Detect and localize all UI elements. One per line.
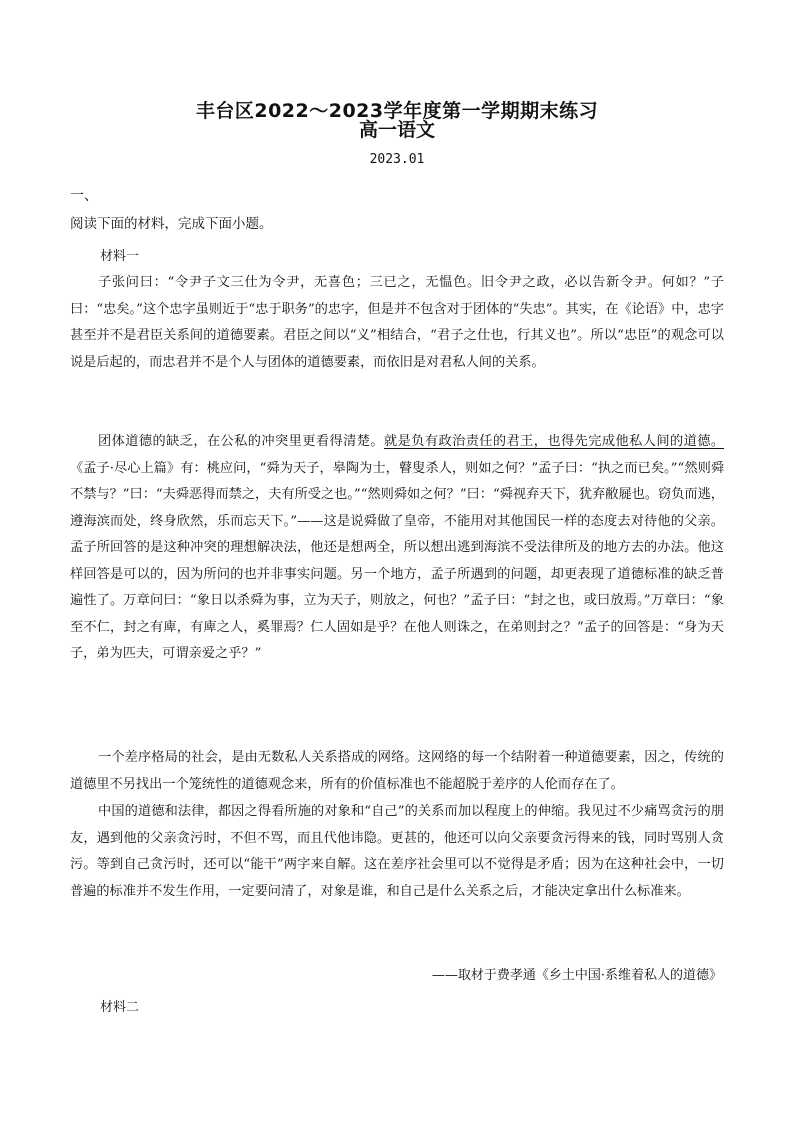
material-2-label: 材料二: [100, 1000, 140, 1015]
underlined-sentence: 就是负有政治责任的君王，也得先完成他私人间的道德。: [383, 434, 725, 449]
material-1-label: 材料一: [100, 249, 140, 264]
material-1-source: ——取材于费孝通《乡土中国·系维着私人的道德》: [431, 968, 722, 983]
material-1-paragraph-1: 子张问曰：“令尹子文三仕为令尹，无喜色；三已之，无愠色。旧令尹之政，必以告新令尹。何如？”子曰：“忠矣。”这个忠字虽则近于“忠于职务”的忠字，但是并不包含对于团体的“失忠”。其实，在《论语》中，忠字甚至并不是君臣关系间的道德要素。君臣之间以“义”相结合，“君子之仕也，行其义也”。所以“忠臣”的观念可以说是后起的，而忠君并不是个人与团体的道德要素，而依旧是对君私人间的关系。: [70, 275, 724, 370]
section-instruction: 阅读下面的材料，完成下面小题。: [70, 216, 273, 232]
material-1-paragraph-3: 一个差序格局的社会，是由无数私人关系搭成的网络。这网络的每一个结附着一种道德要素，因之，传统的道德里不另找出一个笼统性的道德观念来，所有的价值标准也不能超脱于差序的人伦而存在了。: [70, 750, 724, 792]
material-1-paragraph-4: 中国的道德和法律，都因之得看所施的对象和“自己”的关系而加以程度上的伸缩。我见过不少痛骂贪污的朋友，遇到他的父亲贪污时，不但不骂，而且代他讳隐。更甚的，他还可以向父亲要贪污得来的钱，同时骂别人贪污。等到自己贪污时，还可以“能干”两字来自解。这在差序社会里可以不觉得是矛盾；因为在这种社会中，一切普遍的标准并不发生作用，一定要问清了，对象是谁，和自己是什么关系之后，才能决定拿出什么标准来。: [70, 804, 724, 899]
material-1-paragraph-2: [70, 429, 724, 668]
paragraph-2-body: 《孟子·尽心上篇》有：桃应问，“舜为天子，皋陶为士，瞽叟杀人，则如之何？”孟子曰：“执之而已矣。”“然则舜不禁与？”曰：“夫舜恶得而禁之，夫有所受之也。”“然则舜如之何？”曰：“舜视弃天下，犹弃敝屣也。窃负而逃，遵海滨而处，终身欣然，乐而忘天下。”——这是说舜做了皇帝，不能用对其他国民一样的态度去对待他的父亲。孟子所回答的是这种冲突的理想解决法，他还是想两全，所以想出逃到海滨不受法律所及的地方去的办法。他这样回答是可以的，因为所问的也并非事实问题。另一个地方，孟子所遇到的问题，却更表现了道德标准的缺乏普遍性了。万章问曰：“象日以杀舜为事，立为天子，则放之，何也？”孟子曰：“封之也，或曰放焉。”万章曰：“象至不仁，封之有庳，有庳之人，奚罪焉？仁人固如是乎？在他人则诛之，在弟则封之？”孟子的回答是：“身为天子，弟为匹夫，可谓亲爱之乎？”: [70, 460, 724, 661]
page-title: 丰台区2022～2023学年度第一学期期末练习: [195, 100, 599, 122]
exam-date: 2023.01: [369, 152, 425, 167]
section-number: 一、: [70, 188, 98, 204]
paragraph-2-intro: 团体道德的缺乏，在公私的冲突里更看得清楚。: [98, 434, 384, 449]
page-subtitle: 高一语文: [358, 119, 435, 141]
